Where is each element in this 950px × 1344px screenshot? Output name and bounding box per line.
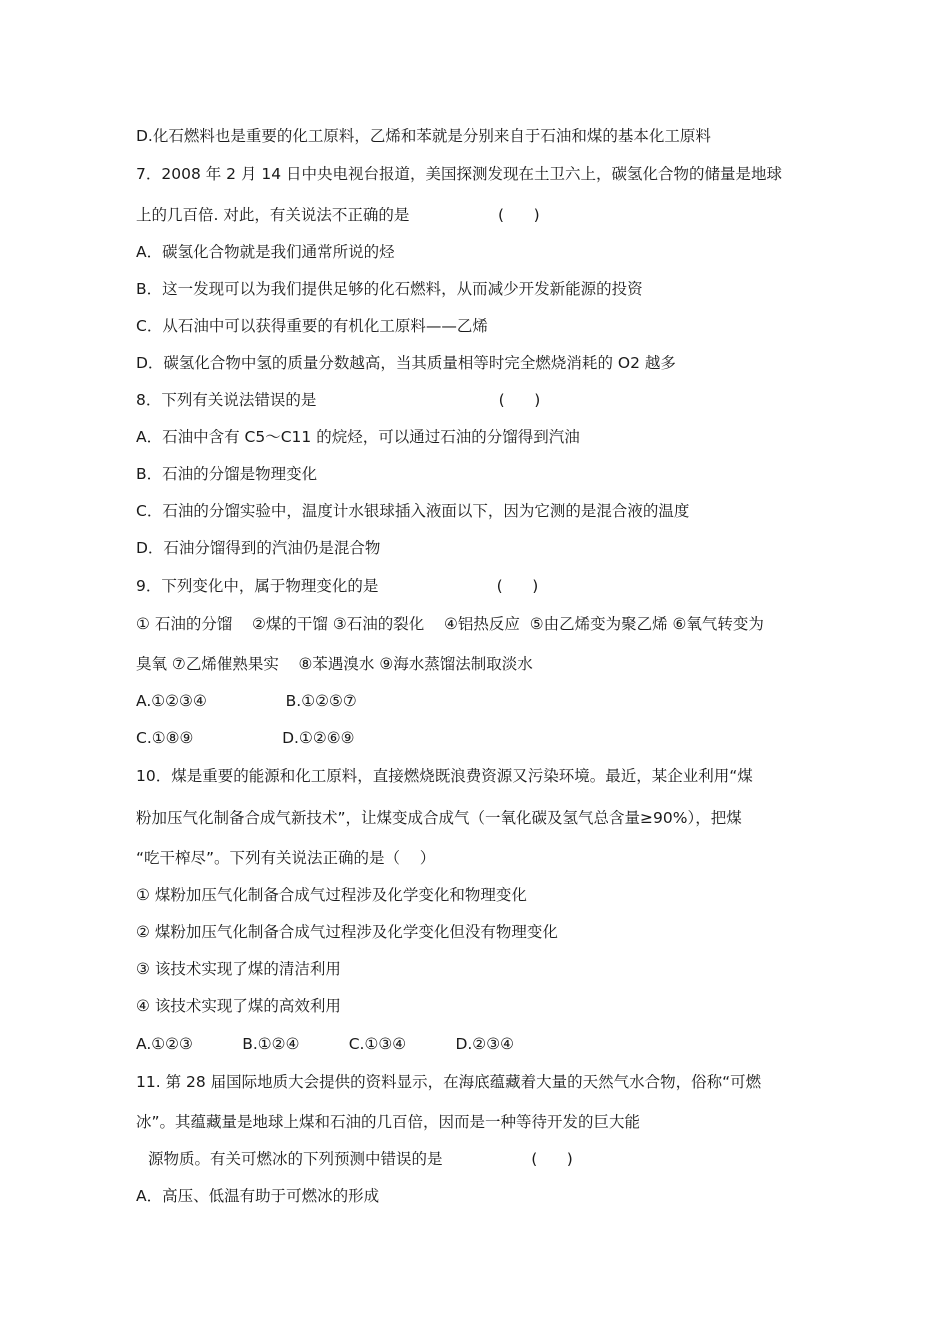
question-8-option-c: C．石油的分馏实验中，温度计水银球插入液面以下，因为它测的是混合液的温度 [136, 502, 690, 520]
question-10-options: A.①②③ B.①②④ C.①③④ D.②③④ [136, 1035, 514, 1053]
question-11-stem: 11. 第 28 届国际地质大会提供的资料显示，在海底蕴藏着大量的天然气水合物，俗称“可燃 [136, 1073, 762, 1091]
question-7-option-a: A．碳氢化合物就是我们通常所说的烃 [136, 243, 395, 261]
question-10-item-4: ④ 该技术实现了煤的高效利用 [136, 997, 341, 1015]
question-11-stem-end: 源物质。有关可燃冰的下列预测中错误的是 ( ) [148, 1150, 573, 1168]
question-10-item-3: ③ 该技术实现了煤的清洁利用 [136, 960, 341, 978]
question-7-stem-cont: 上的几百倍. 对此，有关说法不正确的是 ( ) [136, 206, 540, 224]
question-11-stem-cont: 冰”。其蕴藏量是地球上煤和石油的几百倍，因而是一种等待开发的巨大能 [136, 1113, 641, 1131]
question-7-option-c: C．从石油中可以获得重要的有机化工原料——乙烯 [136, 317, 488, 335]
question-10-stem-cont: 粉加压气化制备合成气新技术”，让煤变成合成气（一氧化碳及氢气总含量≥90%），把煤 [136, 809, 742, 827]
question-9-items-cont: 臭氧 ⑦乙烯催熟果实 ⑧苯遇溴水 ⑨海水蒸馏法制取淡水 [136, 655, 533, 673]
question-10-stem: 10．煤是重要的能源和化工原料，直接燃烧既浪费资源又污染环境。最近，某企业利用“煤 [136, 767, 753, 785]
question-9-stem: 9．下列变化中，属于物理变化的是 ( ) [136, 577, 539, 595]
question-10-stem-end: “吃干榨尽”。下列有关说法正确的是（ ） [136, 849, 436, 867]
text-line: D.化石燃料也是重要的化工原料，乙烯和苯就是分别来自于石油和煤的基本化工原料 [136, 127, 711, 145]
question-7-option-d: D．碳氢化合物中氢的质量分数越高，当其质量相等时完全燃烧消耗的 O2 越多 [136, 354, 676, 372]
question-10-item-2: ② 煤粉加压气化制备合成气过程涉及化学变化但没有物理变化 [136, 923, 558, 941]
question-8-option-b: B．石油的分馏是物理变化 [136, 465, 318, 483]
question-8-stem: 8．下列有关说法错误的是 ( ) [136, 391, 541, 409]
question-9-options-ab: A.①②③④ B.①②⑤⑦ [136, 692, 357, 710]
question-7-stem: 7．2008 年 2 月 14 日中央电视台报道，美国探测发现在土卫六上，碳氢化合物的储量是地球 [136, 165, 783, 183]
question-11-option-a: A．高压、低温有助于可燃冰的形成 [136, 1187, 380, 1205]
question-8-option-a: A．石油中含有 C5～C11 的烷烃，可以通过石油的分馏得到汽油 [136, 428, 580, 446]
question-10-item-1: ① 煤粉加压气化制备合成气过程涉及化学变化和物理变化 [136, 886, 527, 904]
question-9-items: ① 石油的分馏 ②煤的干馏 ③石油的裂化 ④铝热反应 ⑤由乙烯变为聚乙烯 ⑥氧气转变为 [136, 615, 764, 633]
question-7-option-b: B．这一发现可以为我们提供足够的化石燃料，从而减少开发新能源的投资 [136, 280, 643, 298]
question-9-options-cd: C.①⑧⑨ D.①②⑥⑨ [136, 729, 355, 747]
question-8-option-d: D．石油分馏得到的汽油仍是混合物 [136, 539, 381, 557]
